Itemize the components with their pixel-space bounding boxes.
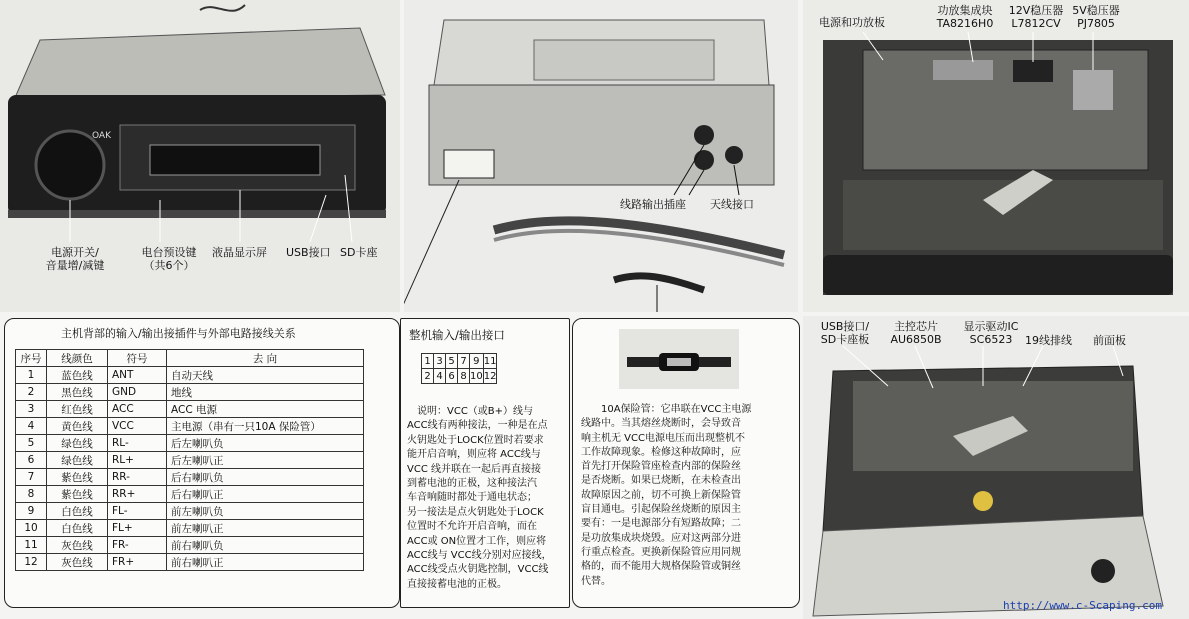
pin-9: 9 (470, 354, 484, 369)
header-color: 线颜色 (47, 350, 108, 367)
row-symbol: FR+ (108, 554, 167, 571)
label-sd-slot: SD卡座 (340, 246, 378, 259)
row-no: 10 (16, 520, 47, 537)
row-destination: 后左喇叭负 (167, 435, 364, 452)
note-line: 行重点检查。更换新保险管应用同规 (581, 546, 741, 558)
front-panel-photo (0, 0, 400, 312)
row-symbol: FL+ (108, 520, 167, 537)
label-antenna: 天线接口 (710, 198, 754, 211)
connector-title: 整机输入/输出接口 (409, 328, 505, 342)
table-row (16, 367, 364, 384)
row-destination: 前右喇叭负 (167, 537, 364, 554)
rear-panel-photo (404, 0, 798, 312)
row-color: 黑色线 (47, 384, 108, 401)
row-color: 蓝色线 (47, 367, 108, 384)
header-destination: 去 向 (167, 350, 364, 367)
row-color: 黄色线 (47, 418, 108, 435)
pin-8: 8 (458, 369, 470, 384)
label-12v-regulator: 12V稳压器 L7812CV (1008, 4, 1064, 30)
note-line: 故障原因之前，切不可换上新保险管 (581, 489, 741, 501)
table-row (16, 537, 364, 554)
label-power-volume: 电源开关/ 音量增/减键 (45, 246, 105, 272)
row-symbol: RL+ (108, 452, 167, 469)
note-line: 另一接法是点火钥匙处于LOCK (407, 506, 544, 518)
row-destination: 前左喇叭负 (167, 503, 364, 520)
row-color: 白色线 (47, 520, 108, 537)
row-destination: 后右喇叭负 (167, 469, 364, 486)
rear-panel-drawing (404, 0, 798, 312)
row-destination: 自动天线 (167, 367, 364, 384)
row-symbol: RR+ (108, 486, 167, 503)
label-ribbon-cable: 19线排线 (1025, 334, 1072, 347)
note-line: ACC线受点火钥匙控制，VCC线 (407, 564, 549, 576)
label-main-chip: 主控芯片 AU6850B (890, 320, 942, 346)
wiring-table-box (4, 318, 400, 608)
row-symbol: RL- (108, 435, 167, 452)
table-row (16, 554, 364, 571)
table-row (16, 503, 364, 520)
brand-logo: OAK (92, 131, 111, 141)
row-color: 灰色线 (47, 537, 108, 554)
row-color: 绿色线 (47, 435, 108, 452)
pin-10: 10 (470, 370, 483, 382)
pin-2: 2 (422, 369, 434, 384)
wiring-table-header (16, 350, 364, 367)
header-symbol: 符号 (108, 350, 167, 367)
row-symbol: ACC (108, 401, 167, 418)
note-line: 车音响随时都处于通电状态； (407, 492, 537, 504)
row-color: 紫色线 (47, 486, 108, 503)
fuse-note (581, 403, 795, 589)
row-destination: 后右喇叭正 (167, 486, 364, 503)
label-line-out: 线路输出插座 (620, 198, 686, 211)
row-destination: 主电源（串有一只10A 保险管） (167, 418, 364, 435)
label-lcd: 液晶显示屏 (212, 246, 267, 259)
table-row (16, 418, 364, 435)
table-row (16, 486, 364, 503)
note-line: 代替。 (581, 575, 611, 587)
note-line: 要有：一是电源部分有短路故障；二 (581, 518, 741, 530)
note-line: ACC线与 VCC线分别对应接线， (407, 550, 552, 562)
note-line: VCC 线并联在一起后再直接接 (407, 463, 541, 475)
label-5v-regulator: 5V稳压器 PJ7805 (1072, 4, 1120, 30)
pin-4: 4 (434, 369, 446, 384)
row-color: 灰色线 (47, 554, 108, 571)
connector-note (407, 405, 567, 592)
connector-box (400, 318, 570, 608)
row-no: 8 (16, 486, 47, 503)
row-no: 5 (16, 435, 47, 452)
note-line: 火钥匙处于LOCK位置时若要求 (407, 434, 544, 446)
wiring-table-title: 主机背部的输入/输出接插件与外部电路接线关系 (61, 327, 296, 340)
header-no: 序号 (16, 350, 47, 367)
note-line: 工作故障现象。检修这种故障时，应 (581, 446, 741, 458)
pin-7: 7 (458, 354, 470, 369)
label-power-amp-board: 电源和功放板 (819, 16, 885, 29)
row-symbol: GND (108, 384, 167, 401)
row-no: 2 (16, 384, 47, 401)
table-row (16, 452, 364, 469)
row-no: 3 (16, 401, 47, 418)
note-line: 能开启音响，则应将 ACC线与 (407, 449, 541, 461)
row-no: 11 (16, 537, 47, 554)
label-usb-port: USB接口 (286, 246, 331, 259)
note-line: 10A保险管：它串联在VCC主电源 (581, 404, 752, 415)
pin-1: 1 (422, 354, 434, 369)
note-line: 是功放集成块烧毁。应对这两部分进 (581, 532, 741, 544)
label-presets: 电台预设键 （共6个） (141, 246, 197, 272)
label-front-board: 前面板 (1093, 334, 1126, 347)
row-color: 绿色线 (47, 452, 108, 469)
note-line: 格的，而不能用大规格保险管或铜丝 (581, 561, 741, 573)
note-line: 直接接蓄电池的正极。 (407, 578, 507, 590)
row-no: 4 (16, 418, 47, 435)
note-line: ACC线有两种接法，一种是在点 (407, 420, 548, 432)
note-line: 位置时不允许开启音响，而在 (407, 521, 537, 533)
note-line: 响主机无 VCC电源电压而出现整机不 (581, 432, 745, 444)
row-symbol: VCC (108, 418, 167, 435)
row-destination: 前左喇叭正 (167, 520, 364, 537)
note-line: 首先打开保险管座检查内部的保险丝 (581, 461, 741, 473)
row-no: 12 (16, 554, 47, 571)
row-symbol: ANT (108, 367, 167, 384)
row-destination: 后左喇叭正 (167, 452, 364, 469)
table-row (16, 384, 364, 401)
pin-5: 5 (446, 354, 458, 369)
row-destination: ACC 电源 (167, 401, 364, 418)
fuse-photo (619, 329, 739, 389)
table-row (16, 520, 364, 537)
table-row (16, 469, 364, 486)
row-color: 紫色线 (47, 469, 108, 486)
note-line: 是否烧断。如果已烧断，在未检查出 (581, 475, 741, 487)
label-display-driver-ic: 显示驱动IC SC6523 (963, 320, 1019, 346)
note-line: 盲目通电。引起保险丝烧断的原因主 (581, 504, 741, 516)
pin-6: 6 (446, 369, 458, 384)
pin-12: 12 (483, 370, 497, 382)
row-no: 1 (16, 367, 47, 384)
connector-pin-table (421, 353, 497, 384)
note-line: 到蓄电池的正极，这种接法汽 (407, 478, 537, 490)
note-line: ACC或 ON位置才工作，则应将 (407, 535, 547, 547)
row-no: 6 (16, 452, 47, 469)
note-line: 线路中。当其熔丝烧断时，会导致音 (581, 418, 741, 430)
pin-3: 3 (434, 354, 446, 369)
row-destination: 前右喇叭正 (167, 554, 364, 571)
inside-top-drawing (803, 0, 1189, 312)
fuse-box (572, 318, 800, 608)
row-color: 红色线 (47, 401, 108, 418)
row-destination: 地线 (167, 384, 364, 401)
wiring-connector (444, 150, 494, 178)
row-no: 7 (16, 469, 47, 486)
row-symbol: FL- (108, 503, 167, 520)
row-symbol: FR- (108, 537, 167, 554)
pin-row-odd (422, 354, 497, 369)
wiring-table (15, 349, 364, 571)
inside-bottom-drawing (803, 316, 1189, 619)
label-amp-ic: 功放集成块 TA8216H0 (936, 4, 994, 30)
inside-top-photo (803, 0, 1189, 312)
label-usb-sd-board: USB接口/ SD卡座板 (820, 320, 870, 346)
lcd-screen (150, 145, 320, 175)
note-line: 说明：VCC（或B+）线与 (407, 406, 534, 417)
table-row (16, 401, 364, 418)
row-color: 白色线 (47, 503, 108, 520)
pin-11: 11 (483, 355, 497, 367)
inside-bottom-photo (803, 316, 1189, 619)
table-row (16, 435, 364, 452)
watermark-url: http://www.c-Scaping.com (1003, 599, 1162, 612)
row-no: 9 (16, 503, 47, 520)
row-symbol: RR- (108, 469, 167, 486)
pin-row-even (422, 369, 497, 384)
